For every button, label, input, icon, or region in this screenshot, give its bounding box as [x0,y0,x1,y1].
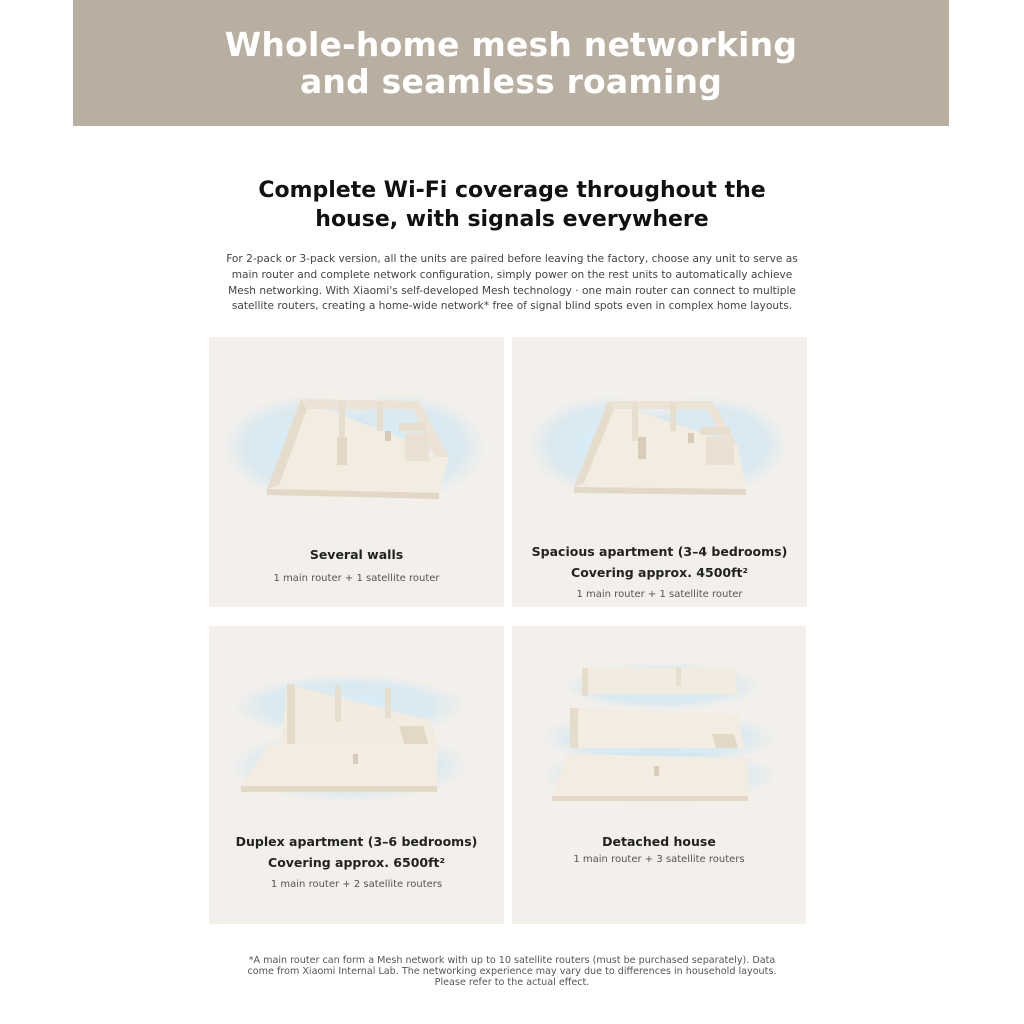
card-title: Spacious apartment (3–4 bedrooms) [531,544,788,559]
banner-title: Whole-home mesh networking and seamless roaming [224,25,798,101]
card-coverage-area: Covering approx. 4500ft² [571,565,748,580]
coverage-card-several-walls [209,337,504,607]
card-subtitle: 1 main router + 1 satellite router [576,589,743,600]
card-coverage-area: Covering approx. 6500ft² [268,855,445,870]
lower-floor [241,744,437,786]
card-subtitle: 1 main router + 2 satellite routers [270,879,443,890]
ground-floor [552,754,748,796]
floorplan-illustration [209,626,504,821]
top-floor [582,668,738,694]
card-subtitle: 1 main router + 1 satellite router [273,573,440,584]
footnote: *A main router can form a Mesh network with up to 10 satellite routers (must be purchased separately). Data come from Xiaomi Internal Lab. The networking experience may vary due to differences in household layouts. Please refer to the actual effect. [247,955,777,988]
coverage-card-duplex-apartment [209,626,504,924]
card-title: Duplex apartment (3–6 bedrooms) [235,834,478,849]
floorplan-illustration [512,337,807,532]
section-intro: For 2-pack or 3-pack version, all the units are paired before leaving the factory, choose any unit to serve as main router and complete network configuration, simply power on the rest units to automatically achieve Mesh networking. With Xiaomi's self-developed Mesh technology · one main router can connect to multiple satellite routers, creating a home-wide network* free of signal blind spots even in complex home layouts. [226,253,798,313]
floorplan-illustration [209,337,504,532]
section-heading: Complete Wi-Fi coverage throughout the house, with signals everywhere [258,178,766,232]
card-title: Detached house [602,834,716,849]
floorplan-illustration [512,626,806,821]
card-subtitle: 1 main router + 3 satellite routers [573,854,745,865]
coverage-card-detached-house [512,626,806,924]
coverage-card-spacious-apartment [512,337,807,607]
card-title: Several walls [309,547,404,562]
hero-banner [73,0,949,126]
